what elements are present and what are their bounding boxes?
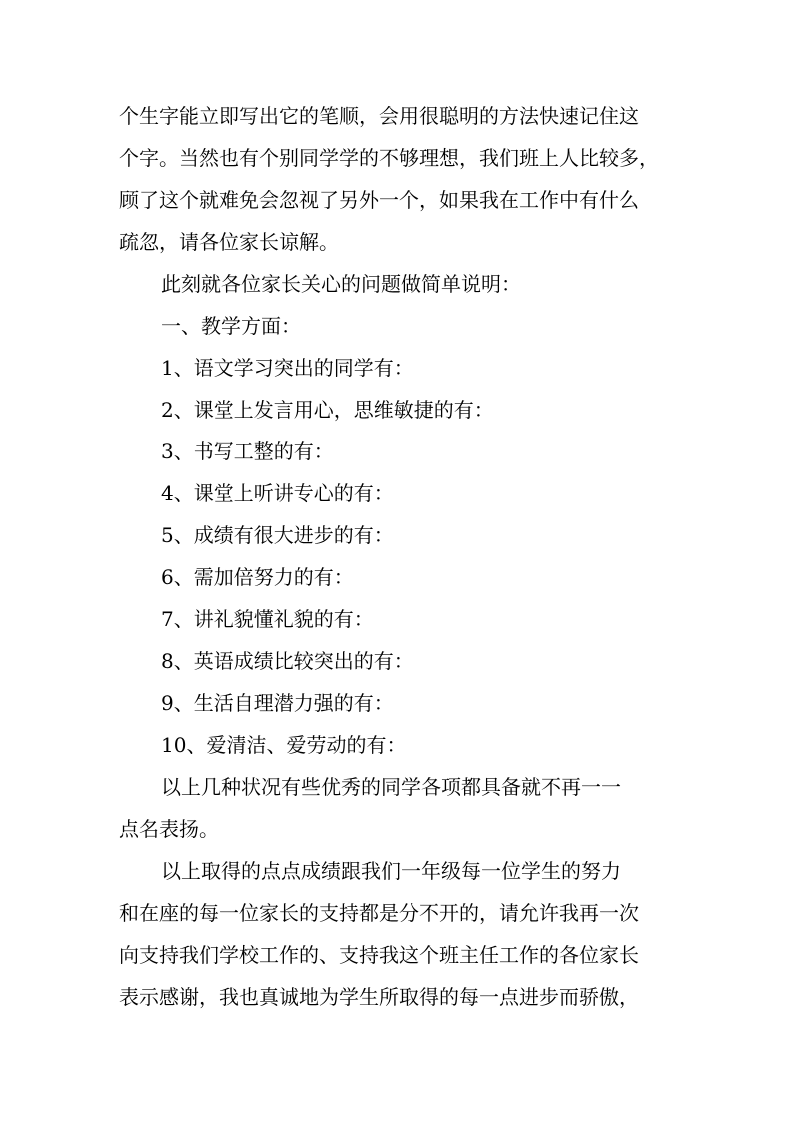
list-item: 10、爱清洁、爱劳动的有： xyxy=(161,733,407,757)
list-item: 5、成绩有很大进步的有： xyxy=(161,523,394,547)
list-item: 1、语文学习突出的同学有： xyxy=(161,356,414,380)
list-item: 2、课堂上发言用心，思维敏捷的有： xyxy=(161,398,494,422)
paragraph-line: 点名表扬。 xyxy=(119,817,219,841)
list-item: 4、课堂上听讲专心的有： xyxy=(161,481,394,505)
paragraph-line: 顾了这个就难免会忽视了另外一个，如果我在工作中有什么 xyxy=(119,188,639,212)
list-item: 3、书写工整的有： xyxy=(161,439,334,463)
paragraph-line: 和在座的每一位家长的支持都是分不开的，请允许我再一次 xyxy=(119,901,639,925)
paragraph-line: 以上取得的点点成绩跟我们一年级每一位学生的努力 xyxy=(161,859,621,883)
paragraph-line: 疏忽，请各位家长谅解。 xyxy=(119,230,339,254)
list-item: 8、英语成绩比较突出的有： xyxy=(161,649,414,673)
list-item: 9、生活自理潜力强的有： xyxy=(161,691,394,715)
paragraph-line: 向支持我们学校工作的、支持我这个班主任工作的各位家长 xyxy=(119,943,639,967)
paragraph-line: 此刻就各位家长关心的问题做简单说明： xyxy=(161,272,521,296)
paragraph-line: 个字。当然也有个别同学学的不够理想，我们班上人比较多， xyxy=(119,146,659,170)
list-item: 7、讲礼貌懂礼貌的有： xyxy=(161,607,374,631)
paragraph-line: 表示感谢，我也真诚地为学生所取得的每一点进步而骄傲， xyxy=(119,985,639,1009)
paragraph-line: 个生字能立即写出它的笔顺，会用很聪明的方法快速记住这 xyxy=(119,104,639,128)
list-item: 6、需加倍努力的有： xyxy=(161,565,354,589)
paragraph-line: 以上几种状况有些优秀的同学各项都具备就不再一一 xyxy=(161,775,621,799)
section-heading: 一、教学方面： xyxy=(161,314,301,338)
